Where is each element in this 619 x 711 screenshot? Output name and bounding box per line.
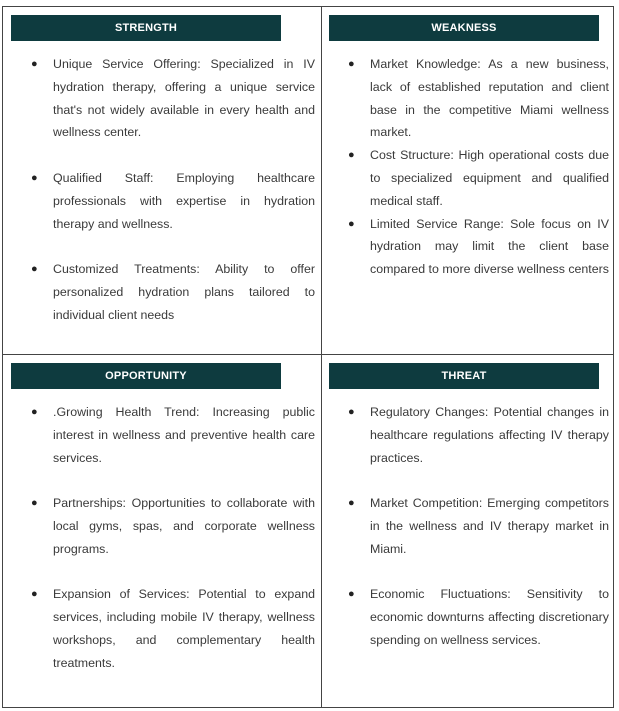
threat-cell [322, 355, 614, 707]
threat-item-text: Economic Fluctuations: Sensitivity to economic downturns affecting discretionary spending on wellness services. [370, 587, 609, 647]
bullet-icon: ● [31, 497, 38, 510]
strength-item-text: Unique Service Offering: Specialized in IV hydration therapy, offering a unique service that's not widely available in every health and wellness center. [53, 57, 315, 140]
opportunity-list [29, 401, 315, 697]
bullet-icon: ● [31, 171, 38, 184]
opportunity-item-text: .Growing Health Trend: Increasing public interest in wellness and preventive health care services. [53, 405, 315, 465]
weakness-item-text: Cost Structure: High operational costs due to specialized equipment and qualified medical staff. [370, 148, 609, 208]
strength-item-text: Qualified Staff: Employing healthcare professionals with expertise in hydration therapy and wellness. [53, 170, 315, 231]
bullet-icon: ● [348, 217, 355, 230]
weakness-item-text: Limited Service Range: Sole focus on IV hydration may limit the client base compared to more diverse wellness centers [370, 216, 609, 277]
weakness-list [346, 53, 609, 281]
opportunity-header: OPPORTUNITY [11, 363, 281, 389]
list-item [346, 144, 609, 212]
strength-header: STRENGTH [11, 15, 281, 41]
strength-item-text: Customized Treatments: Ability to offer personalized hydration plans tailored to individual client needs [53, 262, 315, 322]
threat-list [346, 401, 609, 675]
list-item [346, 213, 609, 281]
threat-header: THREAT [329, 363, 599, 389]
bullet-icon: ● [31, 263, 38, 276]
threat-item-text: Market Competition: Emerging competitors in the wellness and IV therapy market in Miami. [370, 496, 609, 556]
list-item [29, 167, 315, 235]
swot-table [2, 6, 614, 708]
list-item [29, 492, 315, 560]
list-item [346, 583, 609, 651]
list-item [29, 258, 315, 326]
opportunity-item-text: Expansion of Services: Potential to expand services, including mobile IV therapy, wellness workshops, and complementary health treatments. [53, 587, 315, 670]
list-item [346, 401, 609, 469]
weakness-cell [322, 7, 614, 354]
list-item [29, 53, 315, 144]
list-item [29, 401, 315, 469]
list-item [346, 492, 609, 560]
threat-item-text: Regulatory Changes: Potential changes in healthcare regulations affecting IV therapy practices. [370, 405, 609, 465]
bullet-icon: ● [348, 406, 355, 418]
weakness-header: WEAKNESS [329, 15, 599, 41]
bullet-icon: ● [31, 58, 38, 70]
opportunity-item-text: Partnerships: Opportunities to collaborate with local gyms, spas, and corporate wellness programs. [53, 496, 315, 556]
bullet-icon: ● [31, 406, 38, 418]
bullet-icon: ● [348, 497, 355, 510]
bullet-icon: ● [348, 58, 355, 70]
strength-list [29, 53, 315, 349]
bullet-icon: ● [348, 588, 355, 601]
strength-cell [3, 7, 321, 354]
weakness-item-text: Market Knowledge: As a new business, lack of established reputation and client base in the competitive Miami wellness market. [370, 57, 609, 140]
bullet-icon: ● [348, 149, 355, 162]
list-item [346, 53, 609, 144]
bullet-icon: ● [31, 588, 38, 601]
opportunity-cell [3, 355, 321, 707]
list-item [29, 583, 315, 674]
